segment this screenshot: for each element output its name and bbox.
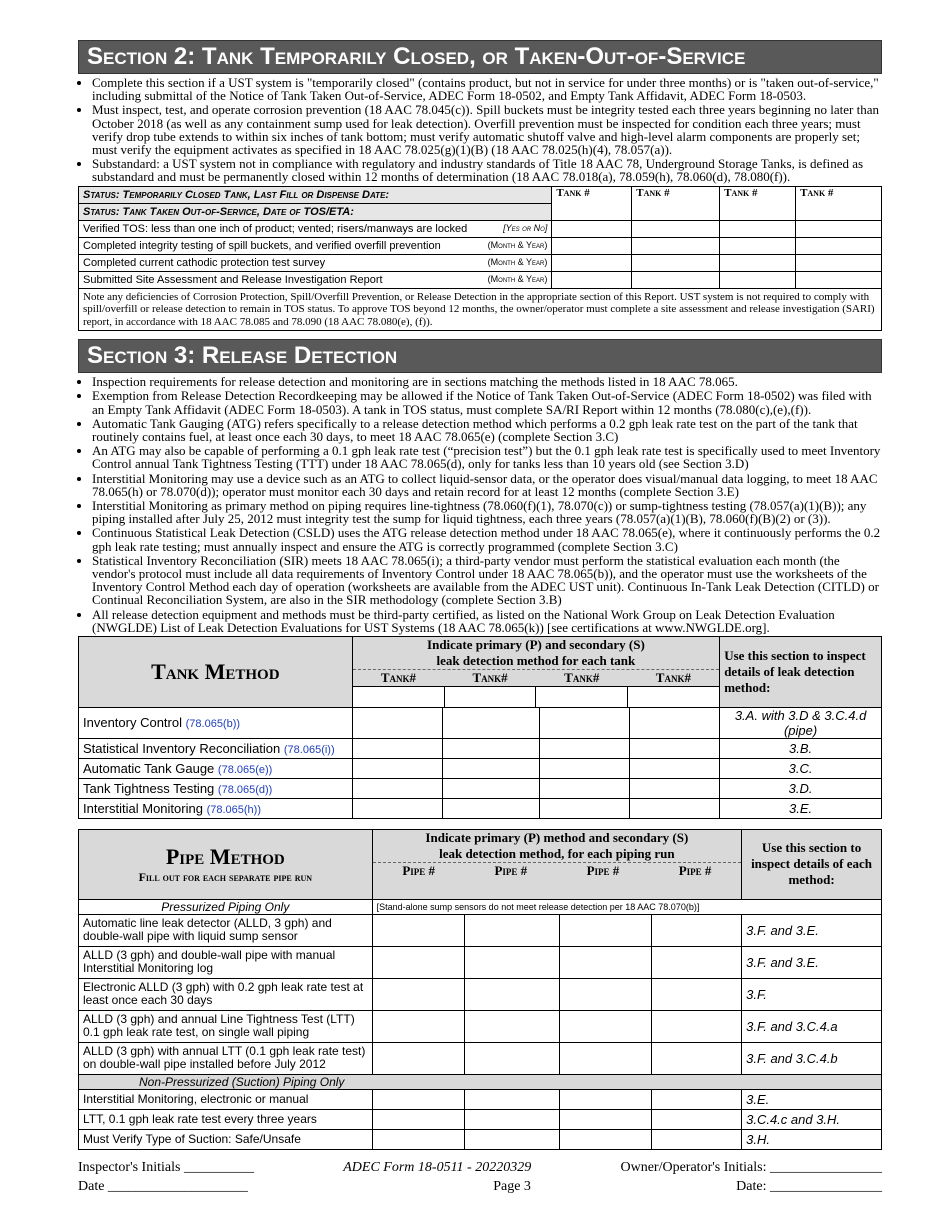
form-id: ADEC Form 18-0511 - 20220329 bbox=[343, 1160, 532, 1175]
cell[interactable] bbox=[560, 1010, 652, 1042]
cell[interactable] bbox=[652, 914, 742, 946]
cell[interactable] bbox=[630, 738, 720, 758]
cell[interactable] bbox=[372, 1109, 464, 1129]
detail: 3.F. and 3.E. bbox=[742, 946, 882, 978]
bullet: • Interstitial Monitoring may use a device such as an ATG to collect liquid-sensor data, or the operator does visual/manual data logging, to meet 18 AAC 78.065(h) or 78.070(d)); operator must monitor each 30 days and retain record for at least 12 months (complete Section 3.E) bbox=[92, 472, 882, 498]
status-cell[interactable] bbox=[720, 237, 796, 254]
tank-method-table bbox=[78, 636, 882, 819]
bullet: • Must inspect, test, and operate corrosion prevention (18 AAC 78.045(c)). Spill buckets must be integrity tested each three years beginning no later than October 2018 (as well as any containment sump used for leak detection). Overfill prevention must be inspected for condition each three years; must verify drop tube extends to within six inches of tank bottom; must verify automatic shutoff valve and high-level alarm components are properly set; must verify the equipment activates as specified in 18 AAC 78.025(g)(1)(B) (18 AAC 78.025(h)(4), 78.057(a)). bbox=[92, 103, 882, 156]
pipe-method-indicate: Indicate primary (P) method and secondary (S) leak detection method, for each piping run Pipe # Pipe # Pipe # Pipe # bbox=[372, 829, 741, 899]
status-row: Completed current cathodic protection test survey (Month & Year) bbox=[79, 254, 552, 271]
bullet: • All release detection equipment and methods must be third-party certified, as listed on the National Work Group on Leak Detection Evaluation (NWGLDE) List of Leak Detection Evaluations for UST Systems (18 AAC 78.065(k)) [see certifications at www.NWGLDE.org]. bbox=[92, 608, 882, 634]
cell[interactable] bbox=[464, 978, 560, 1010]
detail: 3.E. bbox=[720, 798, 882, 818]
cell[interactable] bbox=[464, 1089, 560, 1109]
cell[interactable] bbox=[540, 738, 630, 758]
pipe-row: ALLD (3 gph) and double-wall pipe with manual Interstitial Monitoring log bbox=[79, 946, 373, 978]
detail: 3.A. with 3.D & 3.C.4.d (pipe) bbox=[720, 707, 882, 738]
cell[interactable] bbox=[372, 946, 464, 978]
tank-col-4: Tank # bbox=[796, 186, 882, 220]
status-table bbox=[78, 186, 882, 332]
cell[interactable] bbox=[442, 707, 540, 738]
detail: 3.B. bbox=[720, 738, 882, 758]
detail: 3.F. and 3.C.4.b bbox=[742, 1042, 882, 1074]
date-left[interactable]: Date ____________________ bbox=[78, 1179, 248, 1194]
section2-title: Section 2: Tank Temporarily Closed, or Taken-Out-of-Service bbox=[78, 40, 882, 74]
bullet: • Automatic Tank Gauging (ATG) refers specifically to a release detection method which performs a 0.2 gph leak rate test on the part of the tank that routinely contains fuel, at least once each 30 days, to meet 18 AAC 78.065(e) (complete Section 3.C) bbox=[92, 417, 882, 443]
cell[interactable] bbox=[560, 978, 652, 1010]
section3-title: Section 3: Release Detection bbox=[78, 339, 882, 373]
cell[interactable] bbox=[560, 914, 652, 946]
detail: 3.F. and 3.C.4.a bbox=[742, 1010, 882, 1042]
status-cell[interactable] bbox=[720, 220, 796, 237]
cell[interactable] bbox=[540, 707, 630, 738]
pipe-use-section: Use this section to inspect details of each method: bbox=[742, 829, 882, 899]
pressurized-label: Pressurized Piping Only bbox=[79, 899, 373, 914]
cell[interactable] bbox=[560, 1089, 652, 1109]
bullet: • Interstitial Monitoring as primary method on piping requires line-tightness (78.060(f)(1), 78.070(c)) or sump-tightness testing (78.057(a)(1)(B)); any piping installed after July 25, 2012 must integrity test the sump for liquid tightness, each three years (78.057(a)(1)(B), 78.060(f)(B)(2) or (3)). bbox=[92, 499, 882, 525]
page bbox=[78, 40, 882, 1150]
cell[interactable] bbox=[372, 1089, 464, 1109]
tank-col-2: Tank # bbox=[632, 186, 720, 220]
bullet: • Exemption from Release Detection Recordkeeping may be allowed if the Notice of Tank Taken Out-of-Service (ADEC Form 18-0502) was filed with an Empty Tank Affidavit (ADEC Form 18-0503). A tank in TOS status, must complete SA/RI Report within 12 months (78.080(c),(e),(f)). bbox=[92, 389, 882, 415]
status-cell[interactable] bbox=[632, 220, 720, 237]
cell[interactable] bbox=[372, 1010, 464, 1042]
status-cell[interactable] bbox=[720, 271, 796, 288]
tank-row: Inventory Control (78.065(b)) bbox=[79, 707, 353, 738]
cell[interactable] bbox=[652, 1089, 742, 1109]
detail: 3.C. bbox=[720, 758, 882, 778]
cell[interactable] bbox=[372, 1129, 464, 1149]
cell[interactable] bbox=[560, 946, 652, 978]
cell[interactable] bbox=[464, 946, 560, 978]
detail: 3.C.4.c and 3.H. bbox=[742, 1109, 882, 1129]
tank-col-3: Tank # bbox=[720, 186, 796, 220]
bullet: • An ATG may also be capable of performing a 0.1 gph leak rate test (“precision test”) but the 0.1 gph leak rate test is specifically used to meet Inventory Control annual Tank Tightness Testing (TTT) under 18 AAC 78.065(d), only for tanks less than 10 years old (see Section 3.D) bbox=[92, 444, 882, 470]
cell[interactable] bbox=[352, 738, 442, 758]
tank-row: Tank Tightness Testing (78.065(d)) bbox=[79, 778, 353, 798]
pipe-method-head: Pipe Method Fill out for each separate pipe run bbox=[79, 829, 373, 899]
status-closed: Status: Temporarily Closed Tank, Last Fill or Dispense Date: bbox=[79, 186, 552, 203]
tank-row: Automatic Tank Gauge (78.065(e)) bbox=[79, 758, 353, 778]
cell[interactable] bbox=[652, 978, 742, 1010]
cell[interactable] bbox=[352, 707, 442, 738]
cell[interactable] bbox=[540, 758, 630, 778]
pressurized-note: [Stand-alone sump sensors do not meet release detection per 18 AAC 78.070(b)] bbox=[372, 899, 881, 914]
cell[interactable] bbox=[464, 1010, 560, 1042]
cell[interactable] bbox=[442, 738, 540, 758]
cell[interactable] bbox=[352, 778, 442, 798]
cell[interactable] bbox=[630, 758, 720, 778]
bullet: • Substandard: a UST system not in compliance with regulatory and industry standards of Title 18 AAC 78, Underground Storage Tanks, is defined as substandard and must be permanently closed within 12 months of determination (18 AAC 78.018(a), 78.059(h), 78.060(d), 78.080(f)). bbox=[92, 157, 882, 183]
pipe-method-table bbox=[78, 829, 882, 1150]
cell[interactable] bbox=[652, 1109, 742, 1129]
status-tos: Status: Tank Taken Out-of-Service, Date of TOS/ETA: bbox=[79, 203, 552, 220]
status-cell[interactable] bbox=[632, 254, 720, 271]
cell[interactable] bbox=[464, 1129, 560, 1149]
section2-bullets bbox=[78, 76, 882, 184]
footer bbox=[78, 1160, 882, 1198]
tank-col-1: Tank # bbox=[552, 186, 632, 220]
status-cell[interactable] bbox=[796, 254, 882, 271]
pipe-row: ALLD (3 gph) and annual Line Tightness Test (LTT) 0.1 gph leak rate test, on single wall piping bbox=[79, 1010, 373, 1042]
status-cell[interactable] bbox=[796, 271, 882, 288]
bullet: • Complete this section if a UST system is "temporarily closed" (contains product, but not in service for under three months) or is "taken out-of-service," including submittal of the Notice of Tank Taken Out-of-Service, ADEC Form 18-0502, and Empty Tank Affidavit, ADEC Form 18-0503. bbox=[92, 76, 882, 102]
cell[interactable] bbox=[352, 758, 442, 778]
tank-row: Interstitial Monitoring (78.065(h)) bbox=[79, 798, 353, 818]
cell[interactable] bbox=[442, 758, 540, 778]
bullet: • Statistical Inventory Reconciliation (SIR) meets 18 AAC 78.065(i); a third-party vendor must perform the statistical evaluation each month (the vendor's protocol must include all data requirements of Inventory Control under 18 AAC 78.065(b)), and the operator must use the worksheets of the Inventory Control Method each day of operation (worksheets are available from the ADEC UST unit). Continuous In-Tank Leak Detection (CITLD) or Continual Reconciliation System, are also in the SIR methodology (complete Section 3.B) bbox=[92, 554, 882, 607]
cell[interactable] bbox=[652, 946, 742, 978]
status-row: Completed integrity testing of spill buckets, and verified overfill prevention (Month & Year) bbox=[79, 237, 552, 254]
tank-method-title: Tank Method bbox=[79, 636, 353, 707]
cell[interactable] bbox=[352, 798, 442, 818]
page-number: Page 3 bbox=[493, 1179, 531, 1194]
status-cell[interactable] bbox=[552, 237, 632, 254]
cell[interactable] bbox=[464, 1109, 560, 1129]
cell[interactable] bbox=[652, 1129, 742, 1149]
bullet: • Continuous Statistical Leak Detection (CSLD) uses the ATG release detection method under 18 AAC 78.065(e), where it continuously performs the 0.2 gph leak rate testing; must annually inspect and ensure the ATG is correctly programmed (complete Section 3.C) bbox=[92, 526, 882, 552]
status-cell[interactable] bbox=[552, 254, 632, 271]
cell[interactable] bbox=[372, 914, 464, 946]
cell[interactable] bbox=[442, 798, 540, 818]
cell[interactable] bbox=[540, 778, 630, 798]
cell[interactable] bbox=[652, 1010, 742, 1042]
cell[interactable] bbox=[630, 778, 720, 798]
detail: 3.E. bbox=[742, 1089, 882, 1109]
status-cell[interactable] bbox=[632, 271, 720, 288]
owner-initials[interactable]: Owner/Operator's Initials: ________________ bbox=[620, 1160, 882, 1175]
status-cell[interactable] bbox=[632, 237, 720, 254]
cell[interactable] bbox=[560, 1129, 652, 1149]
detail: 3.F. bbox=[742, 978, 882, 1010]
pipe-row: Interstitial Monitoring, electronic or manual bbox=[79, 1089, 373, 1109]
cell[interactable] bbox=[630, 798, 720, 818]
status-cell[interactable] bbox=[796, 237, 882, 254]
tank-method-indicate: Indicate primary (P) and secondary (S) leak detection method for each tank Tank# Tank# Tank# Tank# bbox=[352, 636, 720, 707]
section2-note: Note any deficiencies of Corrosion Protection, Spill/Overfill Prevention, or Release Detection in the appropriate section of this Report. UST system is not required to comply with spill/overfill or release detection to remain in TOS status. To approve TOS beyond 12 months, the owner/operator must complete a site assessment and release investigation (SARI) report, in accordance with 18 AAC 78.085 and 78.090 (18 AAC 78.080(e), (f)). bbox=[79, 288, 882, 331]
cell[interactable] bbox=[372, 978, 464, 1010]
cell[interactable] bbox=[442, 778, 540, 798]
cell[interactable] bbox=[560, 1109, 652, 1129]
status-cell[interactable] bbox=[552, 220, 632, 237]
pipe-row: LTT, 0.1 gph leak rate test every three years bbox=[79, 1109, 373, 1129]
cell[interactable] bbox=[372, 1042, 464, 1074]
status-cell[interactable] bbox=[552, 271, 632, 288]
detail: 3.H. bbox=[742, 1129, 882, 1149]
inspector-initials[interactable]: Inspector's Initials __________ bbox=[78, 1160, 254, 1175]
status-cell[interactable] bbox=[796, 220, 882, 237]
cell[interactable] bbox=[464, 1042, 560, 1074]
cell[interactable] bbox=[464, 914, 560, 946]
pipe-row: Electronic ALLD (3 gph) with 0.2 gph leak rate test at least once each 30 days bbox=[79, 978, 373, 1010]
bullet: • Inspection requirements for release detection and monitoring are in sections matching the methods listed in 18 AAC 78.065. bbox=[92, 375, 882, 388]
cell[interactable] bbox=[540, 798, 630, 818]
nonpressurized-label: Non-Pressurized (Suction) Piping Only bbox=[79, 1074, 882, 1089]
tank-use-section: Use this section to inspect details of leak detection method: bbox=[720, 636, 882, 707]
status-cell[interactable] bbox=[720, 254, 796, 271]
tank-row: Statistical Inventory Reconciliation (78.065(i)) bbox=[79, 738, 353, 758]
pipe-row: ALLD (3 gph) with annual LTT (0.1 gph leak rate test) on double-wall pipe installed before July 2012 bbox=[79, 1042, 373, 1074]
pipe-row: Must Verify Type of Suction: Safe/Unsafe bbox=[79, 1129, 373, 1149]
cell[interactable] bbox=[560, 1042, 652, 1074]
date-right[interactable]: Date: ________________ bbox=[736, 1179, 882, 1194]
cell[interactable] bbox=[630, 707, 720, 738]
section3-bullets bbox=[78, 375, 882, 634]
status-row: Submitted Site Assessment and Release Investigation Report (Month & Year) bbox=[79, 271, 552, 288]
cell[interactable] bbox=[652, 1042, 742, 1074]
detail: 3.D. bbox=[720, 778, 882, 798]
pipe-row: Automatic line leak detector (ALLD, 3 gph) and double-wall pipe with liquid sump sensor bbox=[79, 914, 373, 946]
status-row: Verified TOS: less than one inch of product; vented; risers/manways are locked [Yes or No] bbox=[79, 220, 552, 237]
detail: 3.F. and 3.E. bbox=[742, 914, 882, 946]
